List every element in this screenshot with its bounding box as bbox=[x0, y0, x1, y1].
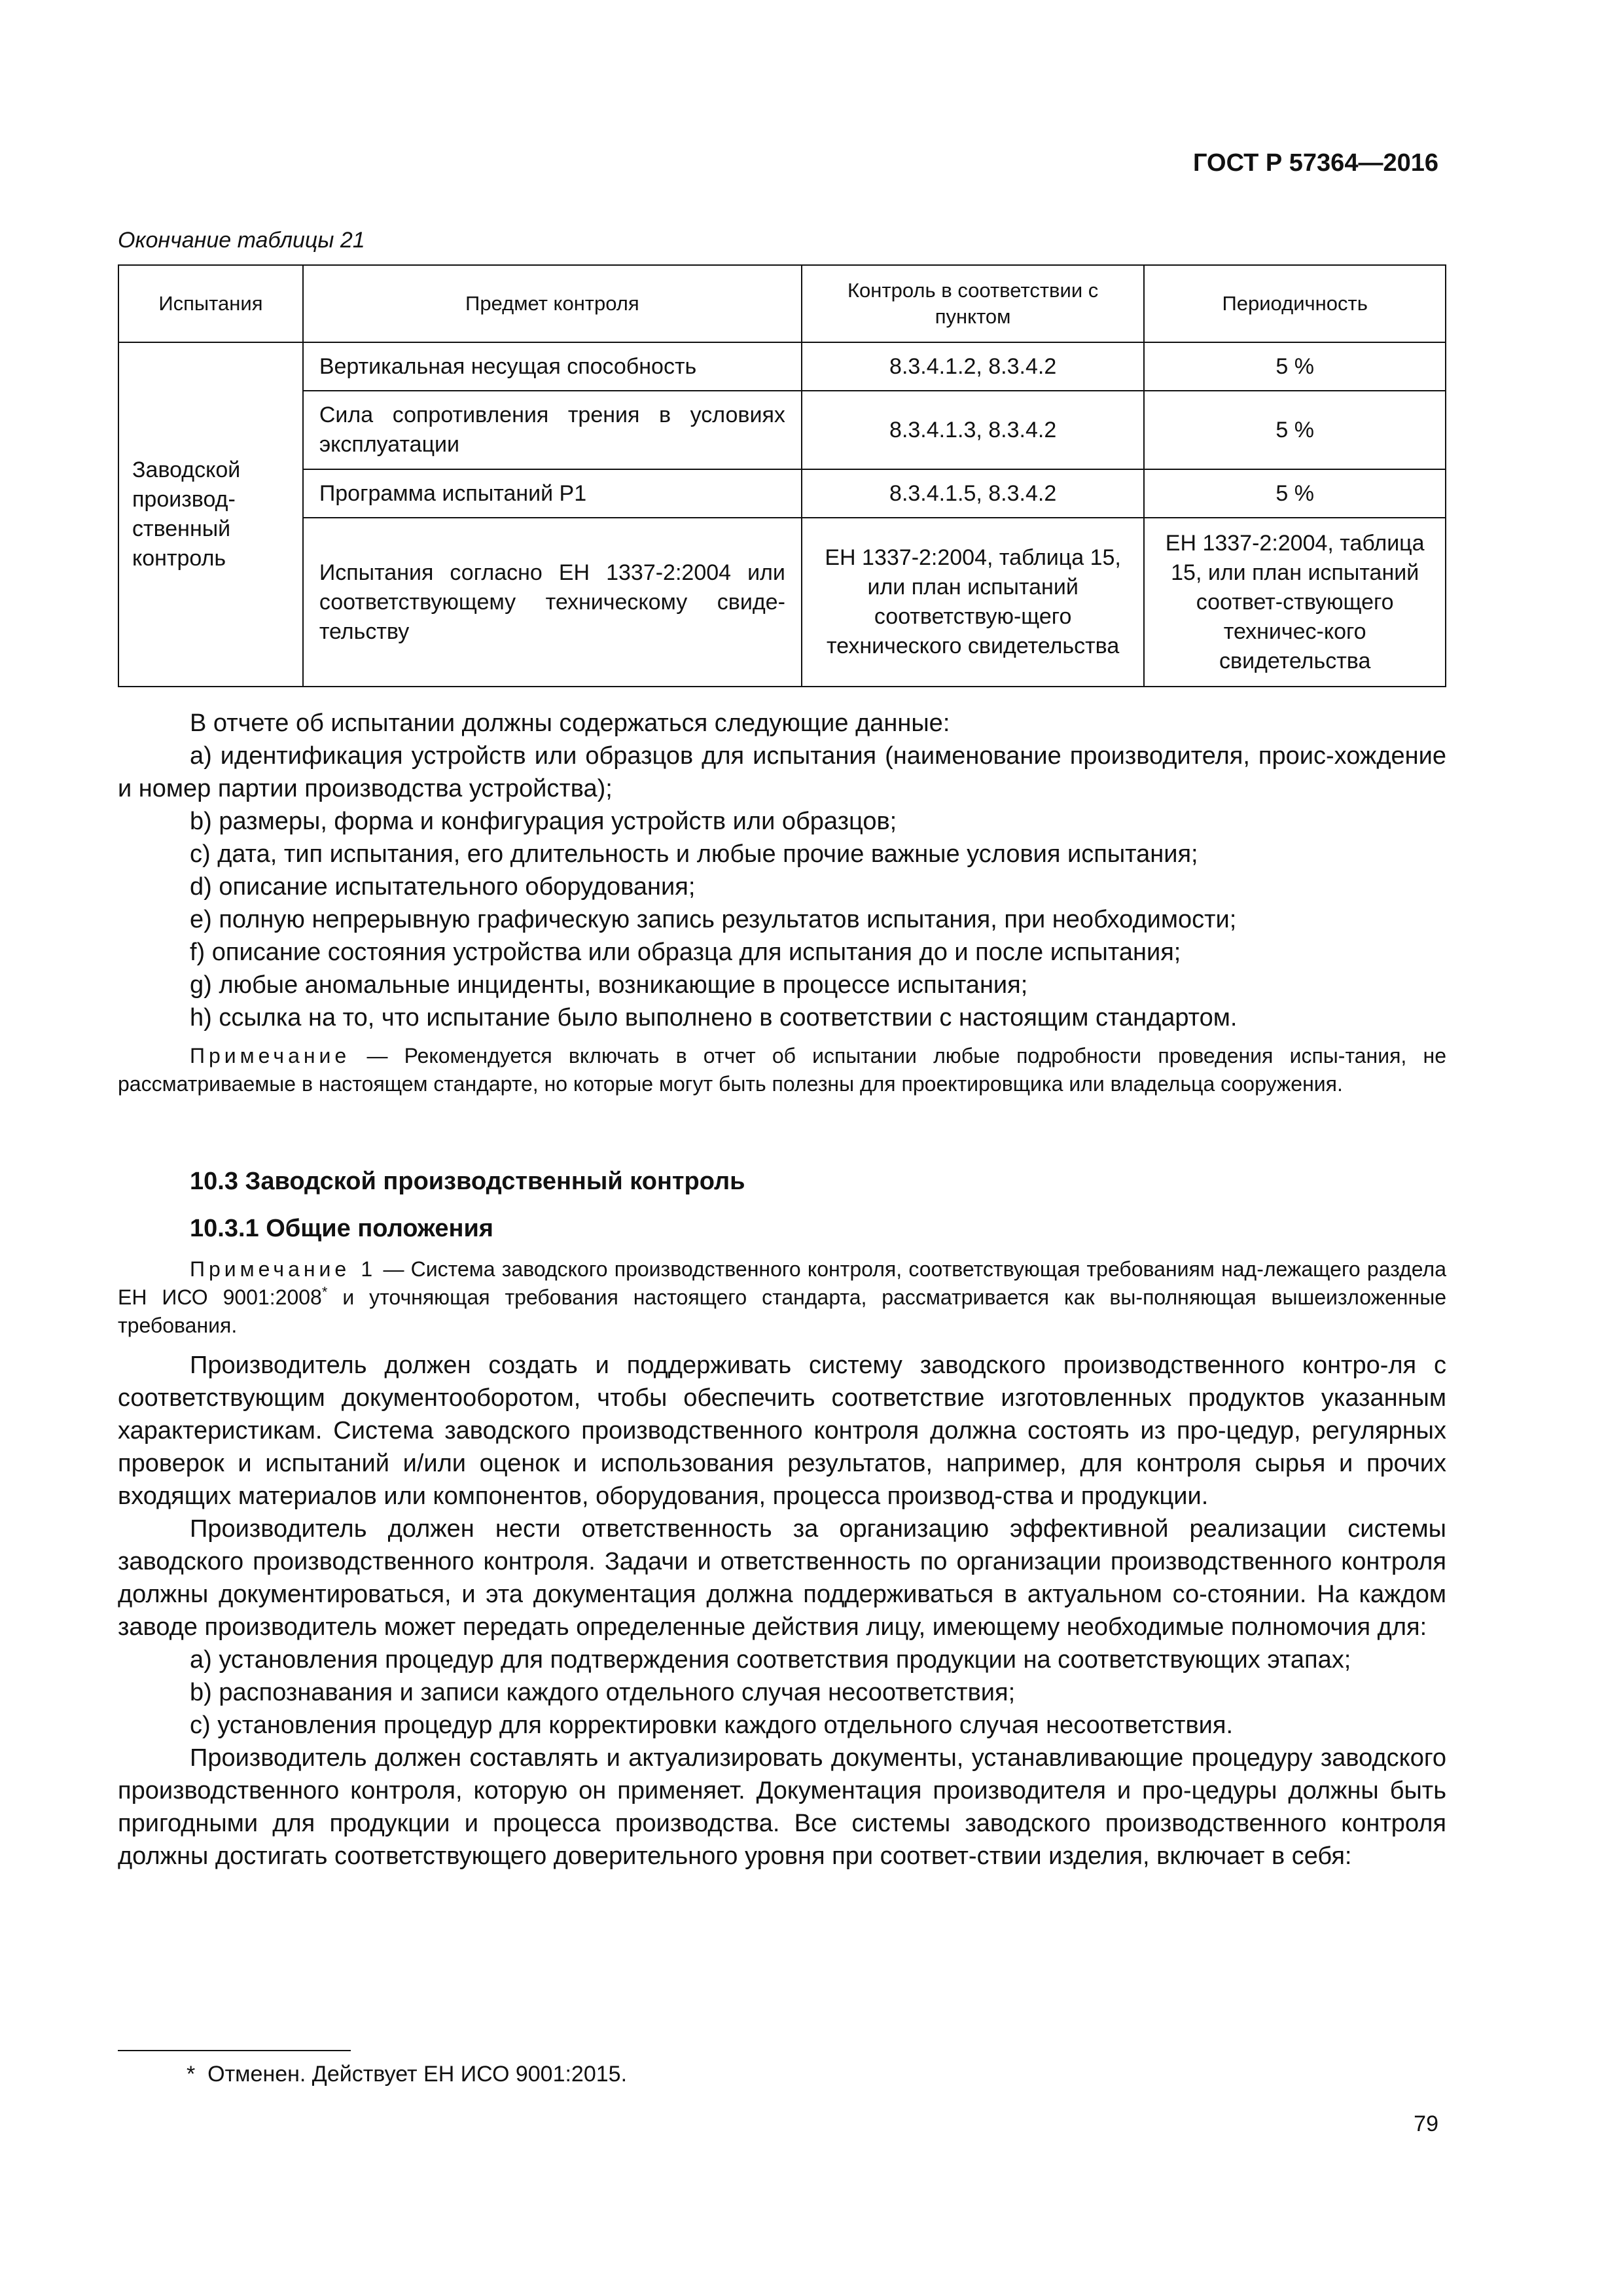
clause-cell: 8.3.4.1.2, 8.3.4.2 bbox=[802, 342, 1144, 391]
note-text: — Система заводского производственного контроля, соответствующая требованиям над-лежащего раздела ЕН ИСО 9001:2008 bbox=[118, 1257, 1447, 1309]
column-header: Контроль в соответствии с пунктом bbox=[802, 265, 1144, 342]
list-item: с) установления процедур для корректировки каждого отдельного случая несоответствия. bbox=[190, 1712, 1234, 1739]
footnote-mark: * bbox=[187, 2062, 196, 2087]
list-item: d) описание испытательного оборудования; bbox=[190, 873, 696, 901]
list-item: h) ссылка на то, что испытание было выполнено в соответствии с настоящим стандартом. bbox=[190, 1004, 1238, 1031]
paragraph: Производитель должен создать и поддерживать систему заводского производственного контро-ля с соответствующим документооборотом, чтобы обеспечить соответствие изготовленных продуктов указанным характеристикам. Система заводского производственного контроля должна состоять из про-цедур, регулярных проверок и испытаний и/или оценок и использования результатов, например, для контроля сырья и прочих входящих материалов или компонентов, оборудования, процесса производ-ства и продукции. bbox=[118, 1352, 1446, 1510]
list-item: b) размеры, форма и конфигурация устройств или образцов; bbox=[190, 808, 897, 835]
group-label-cell: Заводской производ-ственный контроль bbox=[118, 342, 303, 687]
footnote bbox=[187, 2062, 627, 2087]
list-item: f) описание состояния устройства или образца для испытания до и после испытания; bbox=[190, 939, 1181, 966]
report-note bbox=[118, 1042, 1446, 1098]
list-item: g) любые аномальные инциденты, возникающие в процессе испытания; bbox=[190, 971, 1028, 999]
list-item: е) полную непрерывную графическую запись результатов испытания, при необходимости; bbox=[190, 906, 1237, 933]
subject-cell: Программа испытаний P1 bbox=[303, 469, 802, 518]
footnote-mark: * bbox=[321, 1283, 328, 1300]
table-row bbox=[118, 391, 1446, 469]
section-note bbox=[118, 1255, 1446, 1340]
subsection-heading: 10.3.1 Общие положения bbox=[190, 1215, 493, 1242]
table-21 bbox=[118, 264, 1446, 687]
column-header: Предмет контроля bbox=[303, 265, 802, 342]
paragraph: Производитель должен составлять и актуализировать документы, устанавливающие процедуру заводского производственного контроля, которую он применяет. Документация производителя и про-цедуры должны быть пригодными для продукции и процесса производства. Все системы заводского производственного контроля должны достигать соответствующего доверительного уровня при соответ-ствии изделия, включает в себя: bbox=[118, 1744, 1446, 1870]
table-row bbox=[118, 469, 1446, 518]
standard-id: ГОСТ Р 57364—2016 bbox=[1193, 149, 1438, 177]
page-number: 79 bbox=[1414, 2111, 1438, 2136]
clause-cell: 8.3.4.1.3, 8.3.4.2 bbox=[802, 391, 1144, 469]
column-header: Испытания bbox=[118, 265, 303, 342]
section-heading: 10.3 Заводской производственный контроль bbox=[190, 1168, 745, 1195]
note-text: — Рекомендуется включать в отчет об испытании любые подробности проведения испы-тания, не рассматриваемые в настоящем стандарте, но которые могут быть полезны для проектировщика или владельца сооружения. bbox=[118, 1044, 1446, 1096]
list-item: а) установления процедур для подтверждения соответствия продукции на соответствующих этапах; bbox=[190, 1646, 1351, 1674]
table-caption: Окончание таблицы 21 bbox=[118, 228, 365, 253]
note-label: Примечание 1 bbox=[190, 1257, 377, 1281]
column-header: Периодичность bbox=[1144, 265, 1446, 342]
section-10-3 bbox=[118, 1165, 1446, 1873]
table-row bbox=[118, 518, 1446, 687]
paragraph: Производитель должен нести ответственность за организацию эффективной реализации системы заводского производственного контроля. Задачи и ответственность по организации производственного контроля должны документироваться, и эта документация должна поддерживаться в актуальном со-стоянии. На каждом заводе производитель может передать определенные действия лицу, имеющему необходимые полномочия для: bbox=[118, 1515, 1446, 1641]
periodicity-cell: 5 % bbox=[1144, 342, 1446, 391]
periodicity-cell: 5 % bbox=[1144, 391, 1446, 469]
subject-cell: Испытания согласно ЕН 1337-2:2004 или соответствующему техническому свиде-тельству bbox=[303, 518, 802, 687]
clause-cell: 8.3.4.1.5, 8.3.4.2 bbox=[802, 469, 1144, 518]
table-row bbox=[118, 342, 1446, 391]
report-intro: В отчете об испытании должны содержаться следующие данные: bbox=[190, 709, 950, 737]
footnote-text: Отменен. Действует ЕН ИСО 9001:2015. bbox=[207, 2062, 628, 2087]
report-block bbox=[118, 707, 1446, 1098]
footnote-divider bbox=[118, 2050, 351, 2051]
table-header-row bbox=[118, 265, 1446, 342]
subject-cell: Вертикальная несущая способность bbox=[303, 342, 802, 391]
note-text: и уточняющая требования настоящего стандарта, рассматривается как вы-полняющая вышеизложенные требования. bbox=[118, 1285, 1447, 1337]
list-item: b) распознавания и записи каждого отдельного случая несоответствия; bbox=[190, 1679, 1016, 1706]
list-item: с) дата, тип испытания, его длительность и любые прочие важные условия испытания; bbox=[190, 840, 1198, 868]
periodicity-cell: 5 % bbox=[1144, 469, 1446, 518]
clause-cell: ЕН 1337-2:2004, таблица 15, или план испытаний соответствую-щего технического свидетельства bbox=[802, 518, 1144, 687]
periodicity-cell: ЕН 1337-2:2004, таблица 15, или план испытаний соответ-ствующего техничес-кого свидетельства bbox=[1144, 518, 1446, 687]
subject-cell: Сила сопротивления трения в условиях эксплуатации bbox=[303, 391, 802, 469]
list-item: а) идентификация устройств или образцов для испытания (наименование производителя, проис-хождение и номер партии производства устройства); bbox=[118, 742, 1446, 802]
note-label: Примечание bbox=[190, 1044, 351, 1067]
